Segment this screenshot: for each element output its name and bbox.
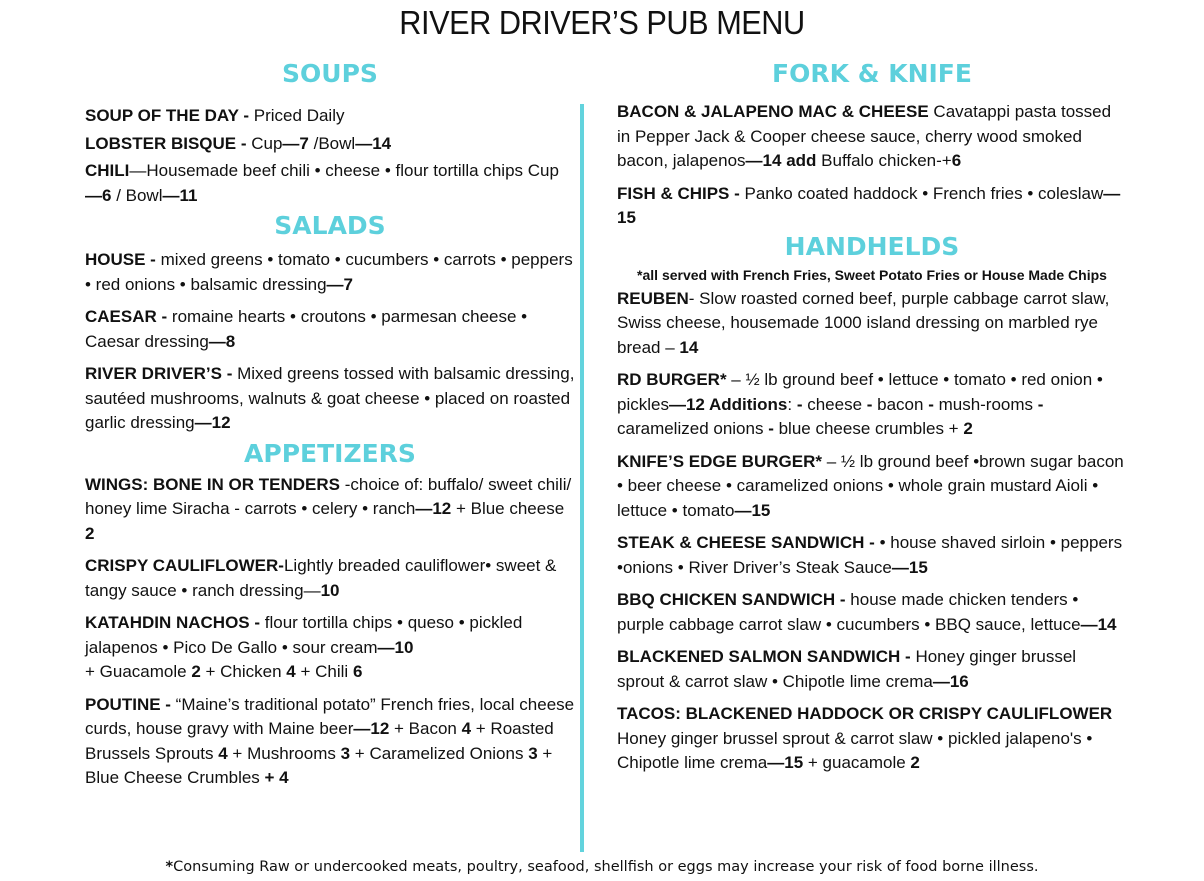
- item-desc: / Bowl: [111, 185, 163, 205]
- item-addon-price: 3: [528, 743, 538, 763]
- item-name: REUBEN: [617, 288, 689, 308]
- item-addon: + Roasted Brussels Sprouts: [85, 719, 554, 763]
- right-column: [617, 58, 1127, 784]
- item-price: —12: [415, 499, 452, 518]
- item-name: CAESAR -: [85, 307, 172, 326]
- item-desc: flour tortilla chips • queso • pickled jalapenos • Pico De Gallo • sour cream: [85, 613, 523, 657]
- menu-item-knifes-edge-burger: [617, 450, 1127, 524]
- item-addon-price: 4: [461, 719, 472, 738]
- item-addon: cheese: [807, 394, 867, 414]
- item-name: STEAK & CHEESE SANDWICH -: [617, 533, 880, 552]
- menu-item-soup-of-the-day: [85, 104, 575, 129]
- menu-item-tacos: [617, 702, 1127, 776]
- item-price: —14: [1080, 614, 1117, 634]
- item-price: —12: [194, 413, 231, 432]
- menu-item-lobster-bisque: [85, 132, 575, 157]
- item-addon-price: 6: [352, 662, 363, 681]
- item-addon: + Guacamole: [85, 662, 192, 681]
- item-name: BLACKENED SALMON SANDWICH -: [617, 647, 916, 666]
- item-desc: Honey ginger brussel sprout & carrot slaw • pickled jalapeno's • Chipotle lime crema: [617, 728, 1093, 772]
- item-price: —7: [326, 274, 353, 294]
- item-addon-price: 4: [218, 743, 228, 763]
- item-addon: + Mushrooms: [227, 743, 341, 763]
- item-desc: – ½ lb ground beef •brown sugar bacon • beer cheese • caramelized onions • whole grain mustard Aioli • lettuce • tomato: [617, 451, 1124, 520]
- item-price: 14: [679, 337, 699, 357]
- item-name: WINGS: BONE IN OR TENDERS: [85, 474, 341, 494]
- menu-item-chili: [85, 159, 575, 208]
- item-addon: + Blue Cheese Crumbles: [85, 743, 553, 787]
- addon-separator: -: [768, 419, 779, 438]
- item-desc: Mixed greens tossed with balsamic dressing, sautéed mushrooms, walnuts & goat cheese • placed on roasted garlic dressing: [85, 364, 575, 432]
- item-price: —7: [282, 133, 309, 153]
- item-desc: Cup: [251, 133, 283, 153]
- menu-item-caesar-salad: [85, 305, 575, 354]
- footer-text: Consuming Raw or undercooked meats, poultry, seafood, shellfish or eggs may increase your risk of food borne illness.: [173, 859, 1039, 875]
- item-name: FISH & CHIPS -: [617, 183, 745, 203]
- menu-title: RIVER DRIVER’S PUB MENU: [399, 4, 805, 41]
- item-addon-price: + 4: [264, 768, 289, 787]
- item-addon: + Blue cheese: [451, 499, 565, 518]
- menu-item-mac-cheese: [617, 100, 1127, 174]
- item-price: —10: [377, 637, 414, 657]
- item-name: SOUP OF THE DAY -: [85, 106, 254, 125]
- item-addon: + Caramelized Onions: [350, 743, 529, 763]
- item-name: BBQ CHICKEN SANDWICH -: [617, 590, 851, 609]
- footer-disclaimer: [0, 859, 1204, 875]
- salads-heading: SALADS: [274, 211, 386, 240]
- item-desc: —Housemade beef chili • cheese • flour tortilla chips Cup: [129, 161, 559, 180]
- item-price: 10: [320, 580, 340, 600]
- item-name: POUTINE -: [85, 694, 176, 714]
- item-name: RD BURGER*: [617, 370, 727, 389]
- menu-item-reuben: [617, 287, 1127, 361]
- left-column: [85, 58, 575, 799]
- item-addon: caramelized onions: [617, 419, 769, 438]
- item-name: BACON & JALAPENO MAC & CHEESE: [617, 102, 929, 121]
- item-addon: :: [787, 394, 797, 414]
- menu-item-katahdin-nachos: [85, 611, 575, 685]
- item-addon-price: 3: [340, 743, 351, 763]
- menu-item-bbq-chicken: [617, 588, 1127, 637]
- item-addon-price: 2: [85, 523, 95, 543]
- item-name: HOUSE -: [85, 250, 161, 269]
- footer-asterisk: *: [165, 859, 174, 875]
- item-desc: house made chicken tenders • purple cabbage carrot slaw • cucumbers • BBQ sauce, lettuce: [617, 590, 1081, 634]
- item-addon-price: 6: [951, 151, 962, 170]
- item-addon-price: 2: [910, 753, 920, 772]
- addon-separator: -: [866, 394, 878, 414]
- item-desc: mixed greens • tomato • cucumbers • carrots • peppers • red onions • balsamic dressing: [85, 250, 573, 294]
- column-divider: [580, 104, 584, 852]
- menu-item-poutine: [85, 693, 575, 791]
- item-addon: blue cheese crumbles +: [778, 419, 964, 438]
- addon-separator: -: [796, 394, 808, 414]
- item-addon: bacon: [877, 394, 929, 414]
- item-desc: Honey ginger brussel sprout & carrot slaw • Chipotle lime crema: [617, 647, 1077, 691]
- item-price: —6: [85, 185, 112, 205]
- item-desc: Lightly breaded cauliflower• sweet & tangy sauce • ranch dressing—: [85, 556, 557, 600]
- menu-item-steak-cheese: [617, 531, 1127, 580]
- item-desc: romaine hearts • croutons • parmesan cheese • Caesar dressing: [85, 307, 528, 351]
- addon-separator: -: [928, 394, 939, 414]
- item-name: KATAHDIN NACHOS -: [85, 613, 265, 632]
- item-price: —15: [767, 753, 804, 772]
- item-name: CRISPY CAULIFLOWER-: [85, 556, 284, 575]
- item-price: —15: [891, 557, 928, 577]
- item-price: —12: [353, 719, 390, 738]
- item-desc: -choice of: buffalo/ sweet chili/ honey lime Siracha - carrots • celery • ranch: [85, 474, 572, 518]
- item-price: —16: [932, 671, 969, 691]
- item-price: —15: [734, 500, 771, 520]
- item-price: —12: [668, 394, 705, 414]
- menu-item-crispy-cauliflower: [85, 554, 575, 603]
- item-addon: + Bacon: [389, 719, 462, 738]
- item-name: LOBSTER BISQUE -: [85, 133, 252, 153]
- item-desc: “Maine’s traditional potato” French fries, local cheese curds, house gravy with Maine beer: [85, 694, 575, 738]
- item-addon: + Chili: [295, 662, 353, 681]
- menu-item-wings: [85, 473, 575, 547]
- item-price: —14: [355, 133, 392, 153]
- item-addon-price: 2: [191, 662, 201, 681]
- soups-heading: SOUPS: [282, 59, 378, 88]
- menu-item-blackened-salmon: [617, 645, 1127, 694]
- item-addon-price: 4: [286, 662, 296, 681]
- item-name: CHILI: [85, 161, 130, 180]
- item-price: —15: [617, 183, 1121, 227]
- item-addon: mush-rooms: [938, 394, 1038, 414]
- item-desc: Cavatappi pasta tossed in Pepper Jack & Cooper cheese sauce, cherry wood smoked bacon, jalapenos: [617, 102, 1112, 170]
- item-addon: + guacamole: [803, 753, 911, 772]
- item-price: —8: [208, 331, 236, 351]
- item-addon: Buffalo chicken-+: [816, 151, 952, 170]
- menu-item-house-salad: [85, 248, 575, 297]
- item-desc: Priced Daily: [253, 106, 345, 125]
- menu-item-fish-chips: [617, 182, 1127, 231]
- menu-item-river-drivers-salad: [85, 362, 575, 436]
- item-price: —14: [745, 151, 782, 170]
- item-desc: /Bowl: [308, 133, 356, 153]
- addon-separator: -: [1037, 394, 1044, 414]
- item-addon: + Chicken: [200, 662, 287, 681]
- handhelds-heading: HANDHELDS: [784, 231, 960, 261]
- handhelds-note: *all served with French Fries, Sweet Potato Fries or House Made Chips: [637, 266, 1107, 283]
- item-desc: • house shaved sirloin • peppers •onions • River Driver’s Steak Sauce: [617, 533, 1123, 577]
- appetizers-heading: APPETIZERS: [244, 438, 416, 468]
- item-name: RIVER DRIVER’S -: [85, 364, 238, 383]
- item-desc: – ½ lb ground beef • lettuce • tomato • red onion • pickles: [617, 370, 1103, 414]
- item-desc: - Slow roasted corned beef, purple cabbage carrot slaw, Swiss cheese, housemade 1000 island dressing on marbled rye bread –: [617, 288, 1110, 357]
- item-name: KNIFE’S EDGE BURGER*: [617, 451, 822, 471]
- item-price: —11: [162, 185, 198, 205]
- fork-knife-heading: FORK & KNIFE: [772, 59, 972, 88]
- item-name: TACOS: BLACKENED HADDOCK OR CRISPY CAULIFLOWER: [617, 704, 1113, 723]
- menu-item-rd-burger: [617, 368, 1127, 442]
- item-addon-label: Additions: [704, 394, 788, 414]
- item-addon-label: add: [781, 151, 817, 170]
- item-addon-price: 2: [963, 419, 973, 438]
- item-desc: Panko coated haddock • French fries • coleslaw: [744, 183, 1104, 203]
